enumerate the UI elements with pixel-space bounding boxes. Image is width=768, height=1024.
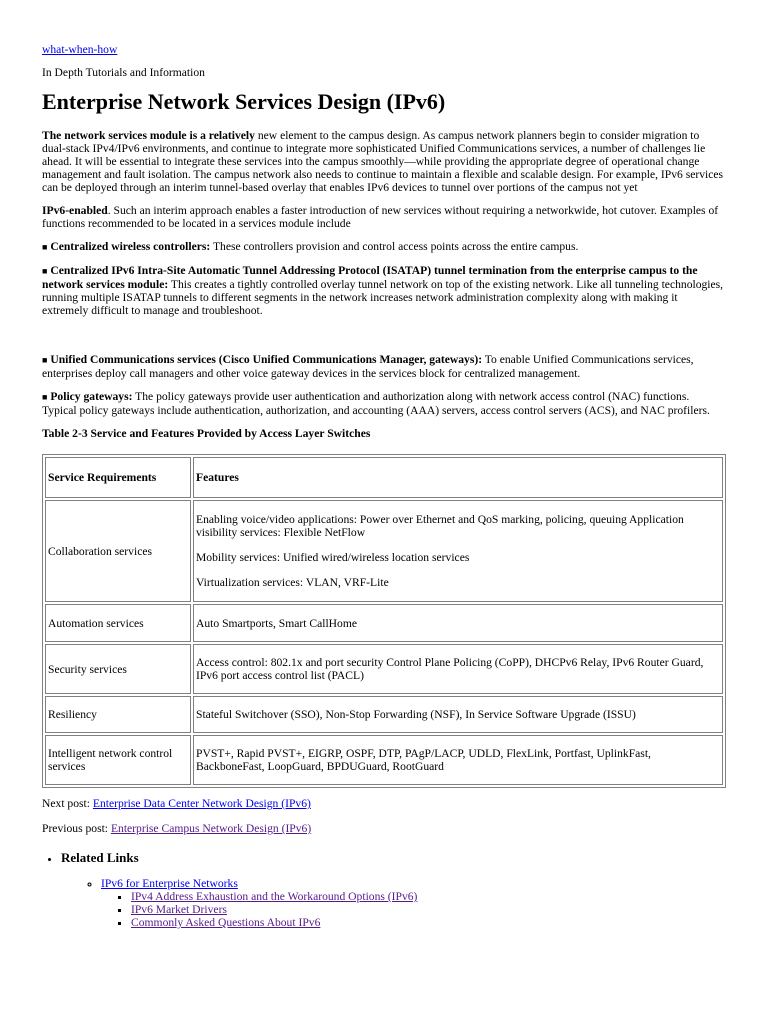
bullet-policy-text: The policy gateways provide user authentication and authorization along with network access control (NAC) functions. Typical policy gateways include authentication, authorization, and accounting (AAA) servers, access control servers (ACS), and NAC profilers.: [42, 390, 710, 417]
article-title: Enterprise Network Services Design (IPv6): [42, 89, 446, 114]
site-tagline: In Depth Tutorials and Information: [42, 66, 205, 79]
bullet-wireless-title: Centralized wireless controllers:: [50, 240, 211, 253]
site-home-link[interactable]: what-when-how: [42, 43, 118, 56]
feature-text: Virtualization services: VLAN, VRF-Lite: [196, 576, 389, 589]
table-caption: Table 2-3 Service and Features Provided by Access Layer Switches: [42, 427, 371, 440]
square-bullet-icon: ■: [42, 242, 48, 252]
ipv6-enabled-bold-text: IPv6-enabled: [42, 204, 108, 217]
ipv6-enabled-text: . Such an interim approach enables a faster introduction of new services without requiring a networkwide, hot cutover. Examples of functions recommended to be located in a services module include: [42, 204, 719, 230]
previous-post-link[interactable]: Enterprise Campus Network Design (IPv6): [110, 822, 312, 835]
related-group-list: [61, 877, 724, 929]
related-group-item: [101, 877, 724, 929]
table-row: [45, 644, 723, 694]
intro-bold-text: The network services module is a relatively: [42, 129, 255, 142]
bullet-wireless-text: These controllers provision and control access points across the entire campus.: [210, 240, 579, 253]
related-article-link[interactable]: Commonly Asked Questions About IPv6: [131, 916, 321, 929]
bullet-uc-title: Unified Communications services (Cisco Unified Communications Manager, gateways):: [50, 353, 483, 366]
next-post-link[interactable]: Enterprise Data Center Network Design (IPv6): [92, 797, 311, 810]
next-post-label: Next post:: [42, 797, 93, 810]
related-article-link[interactable]: IPv4 Address Exhaustion and the Workaround Options (IPv6): [131, 890, 418, 903]
related-articles-list: [101, 890, 724, 929]
table-row: [45, 604, 723, 642]
service-cell: Security services: [45, 644, 191, 694]
header-features: Features: [193, 457, 723, 498]
services-features-table: [42, 454, 726, 788]
feature-text: Mobility services: Unified wired/wireless location services: [196, 551, 470, 564]
features-cell: [193, 604, 723, 642]
feature-text: Access control: 802.1x and port security Control Plane Policing (CoPP), DHCPv6 Relay, IPv6 Router Guard, IPv6 port access control list (PACL): [196, 656, 704, 682]
table-row: [45, 735, 723, 785]
next-post: [42, 797, 724, 810]
intro-text: new element to the campus design. As campus network planners begin to consider migration to dual-stack IPv4/IPv6 environments, and continue to integrate more sophisticated Unified Communications services, a number of challenges lie ahead. It will be essential to integrate these services into the campus smoothly—while providing the appropriate degree of operational change management and fault isolation. The campus network also needs to continue to maintain a flexible and scalable design. For example, IPv6 services can be deployed through an interim tunnel-based overlay that enables IPv6 devices to tunnel over portions of the campus not yet: [42, 129, 724, 194]
previous-post-label: Previous post:: [42, 822, 111, 835]
related-links-item: [61, 851, 724, 929]
related-group-link[interactable]: IPv6 for Enterprise Networks: [101, 877, 238, 890]
bullet-wireless-controllers: [42, 240, 724, 254]
related-article-item: [131, 903, 724, 916]
square-bullet-icon: ■: [42, 392, 48, 402]
feature-text: Stateful Switchover (SSO), Non-Stop Forwarding (NSF), In Service Software Upgrade (ISSU): [196, 708, 636, 721]
bullet-isatap: [42, 264, 724, 317]
square-bullet-icon: ■: [42, 266, 48, 276]
square-bullet-icon: ■: [42, 355, 48, 365]
ipv6-enabled-paragraph: [42, 204, 724, 230]
service-cell: Automation services: [45, 604, 191, 642]
related-article-item: [131, 890, 724, 903]
service-cell: Resiliency: [45, 696, 191, 733]
feature-text: PVST+, Rapid PVST+, EIGRP, OSPF, DTP, PAgP/LACP, UDLD, FlexLink, Portfast, UplinkFast, BackboneFast, LoopGuard, BPDUGuard, RootGuard: [196, 747, 651, 773]
intro-paragraph: [42, 129, 724, 194]
spacer: [42, 327, 724, 353]
table-header-row: [45, 457, 723, 498]
features-cell: [193, 735, 723, 785]
features-cell: [193, 500, 723, 602]
table-row: [45, 500, 723, 602]
service-cell: Collaboration services: [45, 500, 191, 602]
bullet-uc-text: To enable Unified Communications services, enterprises deploy call managers and other voice gateway devices in the services block for centralized management.: [42, 353, 694, 380]
feature-text: Enabling voice/video applications: Power over Ethernet and QoS marking, policing, queuing Application visibility services: Flexible NetFlow: [196, 513, 684, 539]
features-cell: [193, 644, 723, 694]
related-article-link[interactable]: IPv6 Market Drivers: [131, 903, 227, 916]
service-cell: Intelligent network control services: [45, 735, 191, 785]
related-links-section: [42, 851, 724, 929]
header-service-requirements: Service Requirements: [45, 457, 191, 498]
bullet-policy-gateways: [42, 390, 724, 417]
features-cell: [193, 696, 723, 733]
related-links-title: Related Links: [61, 850, 139, 865]
bullet-policy-title: Policy gateways:: [50, 390, 133, 403]
bullet-unified-communications: [42, 353, 724, 380]
feature-text: Auto Smartports, Smart CallHome: [196, 616, 358, 630]
related-article-item: [131, 916, 724, 929]
table-row: [45, 696, 723, 733]
bullet-isatap-text: This creates a tightly controlled overlay tunnel network on top of the existing network. Like all tunneling technologies, running multiple ISATAP tunnels to different segments in the network increases network administration complexity along with making it extremely difficult to manage and troubleshoot.: [42, 278, 724, 317]
bullet-isatap-title: Centralized IPv6 Intra-Site Automatic Tunnel Addressing Protocol (ISATAP) tunnel termination from the enterprise campus to the network services module:: [42, 264, 698, 291]
previous-post: [42, 822, 724, 835]
